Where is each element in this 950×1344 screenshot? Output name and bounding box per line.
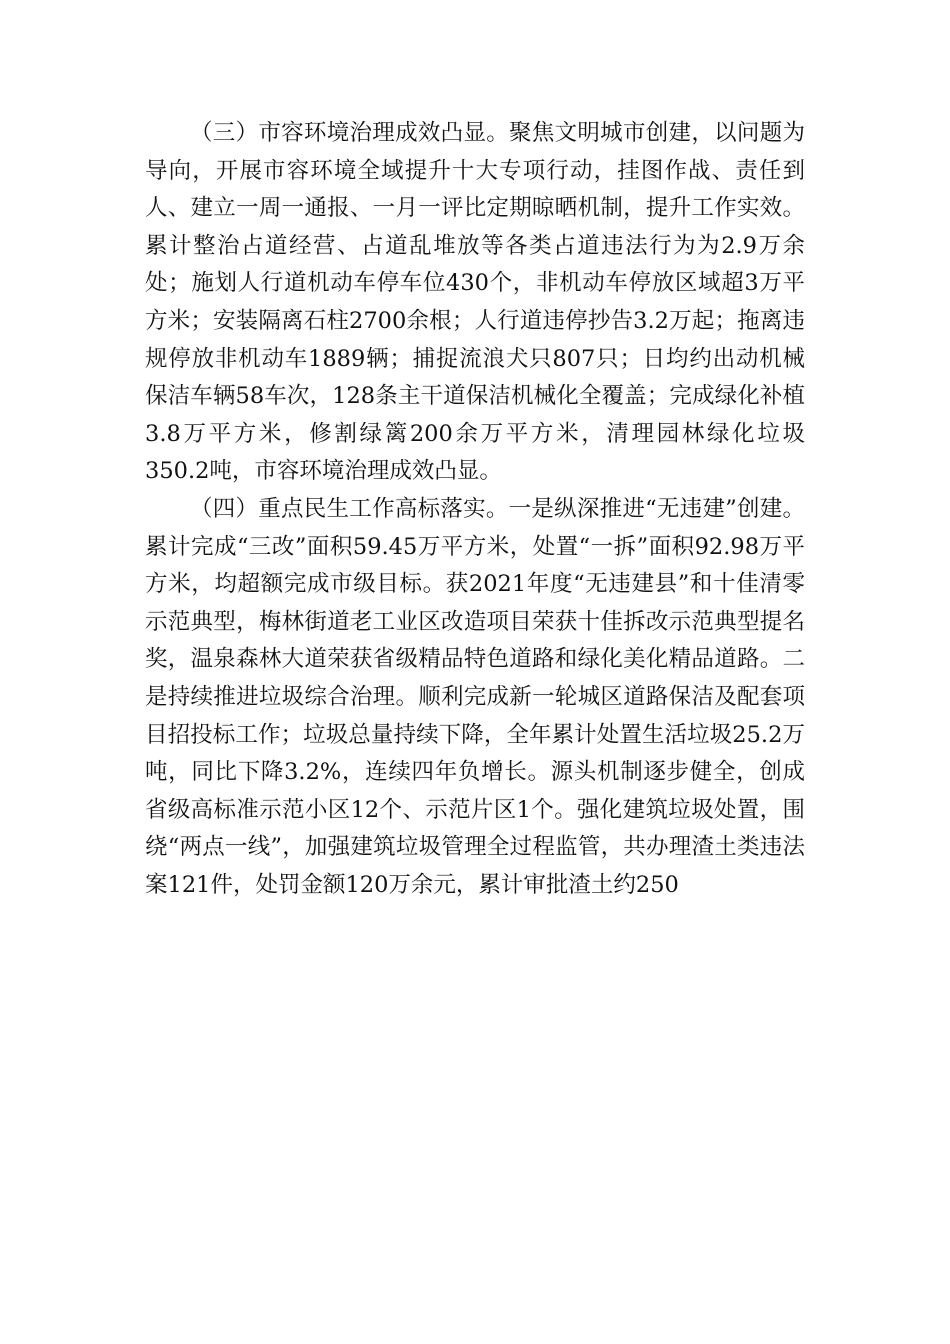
document-page [145,115,805,904]
section-3-heading: （三）市容环境治理成效凸显。 [190,120,510,146]
paragraph-section-3 [145,115,805,491]
section-4-heading: （四）重点民生工作高标落实。 [190,495,509,522]
section-4-body: 一是纵深推进“无违建”创建。累计完成“三改”面积59.45万平方米，处置“一拆”面积92.98万平方米，均超额完成市级目标。获2021年度“无违建县”和十佳清零示范典型，梅林街道老工业区改造项目荣获十佳拆改示范典型提名奖，温泉森林大道荣获省级精品特色道路和绿化美化精品道路。二是持续推进垃圾综合治理。顺利完成新一轮城区道路保洁及配套项目招投标工作；垃圾总量持续下降，全年累计处置生活垃圾25.2万吨，同比下降3.2%，连续四年负增长。源头机制逐步健全，创成省级高标准示范小区12个、示范片区1个。强化建筑垃圾处置，围绕“两点一线”，加强建筑垃圾管理全过程监管，共办理渣土类违法案121件，处罚金额120万余元，累计审批渣土约250 [145,495,805,898]
section-3-body: 聚焦文明城市创建，以问题为导向，开展市容环境全域提升十大专项行动，挂图作战、责任到人、建立一周一通报、一月一评比定期晾晒机制，提升工作实效。累计整治占道经营、占道乱堆放等各类占道违法行为为2.9万余处；施划人行道机动车停车位430个，非机动车停放区域超3万平方米；安装隔离石柱2700余根；人行道违停抄告3.2万起；拖离违规停放非机动车1889辆；捕捉流浪犬只807只；日均约出动机械保洁车辆58车次，128条主干道保洁机械化全覆盖；完成绿化补植3.8万平方米，修割绿篱200余万平方米，清理园林绿化垃圾350.2吨，市容环境治理成效凸显。 [145,120,805,485]
paragraph-section-4 [145,491,805,905]
